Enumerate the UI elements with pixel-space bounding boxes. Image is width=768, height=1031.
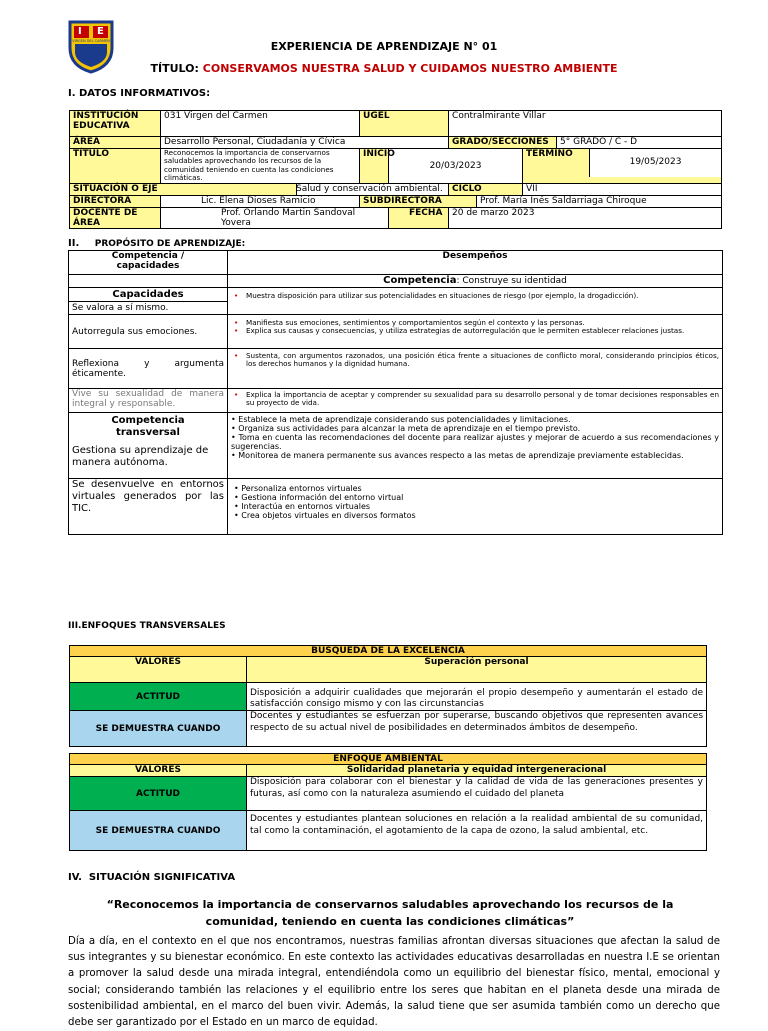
titulo-value: Reconocemos la importancia de conservarnos saludables aprovechando los recursos de la comunidad teniendo en cuenta las condiciones climáticas. (161, 149, 360, 184)
subdirectora-value: Prof. María Inés Saldarriaga Chiroque (477, 195, 722, 207)
gestiona-item-1: • Establece la meta de aprendizaje considerando sus potencialidades y limitaciones. (231, 415, 719, 424)
section-4-heading: IV. SITUACIÓN SIGNIFICATIVA (68, 872, 236, 883)
actitud-label-2: ACTITUD (70, 777, 247, 811)
ugel-value: Contralmirante Villar (449, 111, 722, 137)
desempeno-3-text: • Sustenta, con argumentos razonados, una posición ética frente a situaciones de conflicto moral, considerando principios éticos, los derechos humanos y la dignidad humana. (234, 352, 719, 369)
ciclo-label: CICLO (449, 183, 523, 195)
desempeno-1-text: • Muestra disposición para utilizar sus potencialidades en situaciones de riesgo (por ejemplo, la drogadicción). (234, 292, 719, 300)
desempeno-4-text: • Explica la importancia de aceptar y comprender su sexualidad para su desarrollo personal y de tomar decisiones responsables en su proyecto de vida. (234, 391, 719, 408)
ambiental-actitud: Disposición para colaborar con el bienestar y la calidad de vida de las generaciones presentes y futuras, así como con la naturaleza asumiendo el cuidado del planeta (247, 777, 707, 811)
excelencia-valor: Superación personal (247, 657, 707, 683)
situacion-quote: “Reconocemos la importancia de conservarnos saludables aprovechando los recursos de la comunidad, teniendo en cuenta las condiciones climáticas” (106, 898, 674, 928)
subtitle-label: TÍTULO: (150, 62, 199, 75)
subdirectora-label: SUBDIRECTORA (360, 195, 477, 207)
institucion-value: 031 Virgen del Carmen (161, 111, 360, 137)
proposito-table (68, 250, 723, 535)
subtitle-value: CONSERVAMOS NUESTRA SALUD Y CUIDAMOS NUESTRO AMBIENTE (202, 62, 618, 75)
gestiona-text: Gestiona su aprendizaje de manera autónoma. (72, 445, 209, 468)
capacidad-4: Vive su sexualidad de manera integral y responsable. (69, 389, 228, 413)
col-competencia-header: Competencia / capacidades (69, 251, 228, 275)
excelencia-actitud: Disposición a adquirir cualidades que mejorarán el propio desempeño y aumentarán el estado de satisfacción consigo mismo y con las circunstancias (247, 683, 707, 711)
institucion-label: INSTITUCIÓN EDUCATIVA (70, 111, 161, 137)
valores-label: VALORES (70, 657, 247, 683)
ambiental-title: ENFOQUE AMBIENTAL (70, 754, 707, 765)
demuestra-label-2: SE DEMUESTRA CUANDO (70, 811, 247, 851)
fecha-label: FECHA (389, 207, 449, 228)
desempeno-2 (228, 315, 723, 349)
logo-letter-e: E (97, 26, 104, 37)
directora-label: DIRECTORA (70, 195, 161, 207)
desempeno-2a-text: • Manifiesta sus emociones, sentimientos y comportamientos según el contexto y las personas. (234, 319, 719, 327)
desempeno-1 (228, 288, 723, 315)
docente-value: Prof. Orlando Martin Sandoval Yovera (161, 207, 389, 228)
gestiona-desempenos (228, 413, 723, 479)
inicio-value: 20/03/2023 (389, 149, 523, 184)
excelencia-demuestra: Docentes y estudiantes se esfuerzan por superarse, buscando objetivos que representen avances respecto de su actual nivel de posibilidades en determinados ámbitos de desempeño. (247, 711, 707, 747)
capacidad-3: Reflexiona y argumenta éticamente. (69, 349, 228, 389)
ambiental-table (69, 753, 707, 851)
grado-value: 5° GRADO / C - D (557, 137, 722, 149)
desempeno-4 (228, 389, 723, 413)
tic-item-4: • Crea objetos virtuales en diversos formatos (234, 511, 719, 520)
section-1-heading: I. DATOS INFORMATIVOS: (68, 88, 211, 99)
tic-item-1: • Personaliza entornos virtuales (234, 484, 719, 493)
ugel-label: UGEL (360, 111, 449, 137)
desempeno-3 (228, 349, 723, 389)
logo-caption: VIRGEN DEL CARMEN (72, 39, 110, 43)
section-2-heading (68, 238, 245, 249)
gestiona-item-4: • Monitorea de manera permanente sus avances respecto a las metas de aprendizaje previamente establecidas. (231, 451, 719, 460)
directora-value: Lic. Elena Dioses Ramicio (161, 195, 360, 207)
logo-letter-i: I (78, 26, 82, 37)
actitud-label: ACTITUD (70, 683, 247, 711)
document-title: EXPERIENCIA DE APRENDIZAJE N° 01 (270, 40, 498, 53)
tic-item-3: • Interactúa en entornos virtuales (234, 502, 719, 511)
valores-label-2: VALORES (70, 765, 247, 777)
situacion-body: Día a día, en el contexto en el que nos encontramos, nuestras familias afrontan diversas situaciones que afectan la salud de sus integrantes y su bienestar económico. En este contexto las actividades educativas desarrolladas en nuestra I.E se orientan a promover la salud desde una mirada integral, entendiéndola como un equilibrio del bienestar físico, mental, emocional y social; considerando también las relaciones y el equilibrio entre los seres que habitan en el planeta desde una mirada de sostenibilidad ambiental, en el marco del buen vivir. Además, la salud tiene que ser asumida también como un derecho que debe ser garantizado por el Estado en un marco de equidad. (68, 936, 720, 1029)
demuestra-label: SE DEMUESTRA CUANDO (70, 711, 247, 747)
area-value: Desarrollo Personal, Ciudadanía y Cívica (161, 137, 449, 149)
situacion-label: SITUACIÓN O EJE (70, 183, 297, 195)
gestiona-item-2: • Organiza sus actividades para alcanzar la meta de aprendizaje en el tiempo previsto. (231, 424, 719, 433)
section-3-heading: III.ENFOQUES TRANSVERSALES (68, 621, 226, 631)
ambiental-demuestra: Docentes y estudiantes plantean soluciones en relación a la realidad ambiental de su comunidad, tal como la contaminación, el agotamiento de la capa de ozono, la salud ambiental, etc. (247, 811, 707, 851)
situacion-text: Salud y conservación ambiental. (296, 183, 443, 194)
excelencia-table (69, 645, 707, 747)
transversal-label: Competencia transversal (111, 415, 185, 438)
inicio-label: INICIO (360, 149, 389, 184)
blank-cell (69, 275, 228, 288)
tic-text: Se desenvuelve en entornos virtuales generados por las TIC. (69, 479, 228, 535)
capacidades-label: Capacidades (69, 288, 227, 302)
titulo-label: TÍTULO (70, 149, 161, 184)
excelencia-title: BUSQUEDA DE LA EXCELENCIA (70, 646, 707, 657)
fecha-value: 20 de marzo 2023 (449, 207, 722, 228)
section-2-number: II. (68, 238, 80, 249)
termino-cell (523, 149, 722, 184)
area-label: ÁREA (70, 137, 161, 149)
capacidad-2: Autorregula sus emociones. (69, 315, 228, 349)
capacidad-1: Se valora a sí mismo. (72, 303, 169, 313)
grado-label: GRADO/SECCIONES (449, 137, 557, 149)
section-2-title: PROPÓSITO DE APRENDIZAJE: (94, 239, 246, 249)
ambiental-valor: Solidaridad planetaria y equidad intergeneracional (247, 765, 707, 777)
docente-label: DOCENTE DE ÁREA (70, 207, 161, 228)
datos-informativos-table (69, 110, 722, 229)
competencia-value: : Construye su identidad (456, 276, 567, 286)
document-subtitle (0, 62, 768, 75)
desempeno-2b-text: • Explica sus causas y consecuencias, y utiliza estrategias de autorregulación que le permiten establecer relaciones justas. (234, 327, 719, 335)
gestiona-item-3: • Toma en cuenta las recomendaciones del docente para realizar ajustes y mejorar de acuerdo a sus recomendaciones y sugerencias. (231, 433, 719, 451)
competencia-label: Competencia (383, 275, 457, 286)
tic-item-2: • Gestiona información del entorno virtual (234, 493, 719, 502)
tic-desempenos (228, 479, 723, 535)
competencia-row (228, 275, 723, 288)
gestiona-cell (69, 413, 228, 479)
situacion-value (297, 183, 449, 195)
ciclo-value: VII (523, 183, 722, 195)
termino-label: TÉRMINO (523, 149, 590, 177)
capacidad-1-cell (69, 288, 228, 315)
col-desempenos-header: Desempeños (228, 251, 723, 275)
termino-value: 19/05/2023 (590, 149, 721, 177)
